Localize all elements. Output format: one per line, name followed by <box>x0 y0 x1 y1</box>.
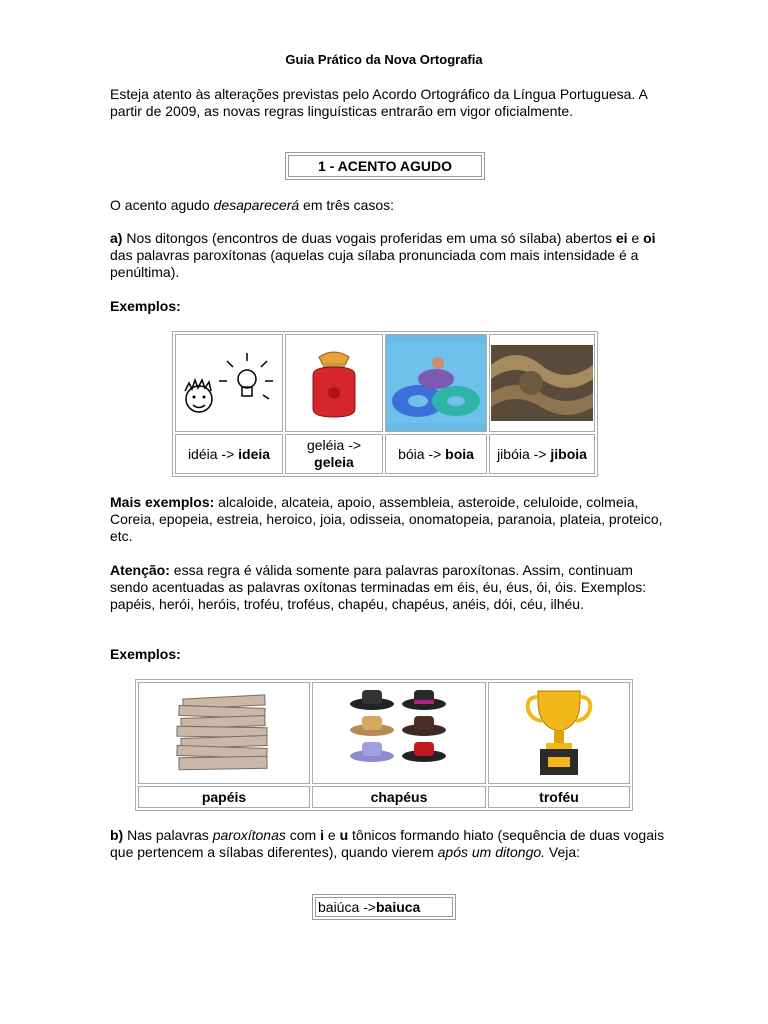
example-old-word: idéia -> <box>187 446 239 462</box>
face-lightbulb-icon <box>176 343 282 423</box>
hats-icon <box>313 686 485 780</box>
more-examples-text: alcaloide, alcateia, apoio, assembleia, asteroide, celuloide, colmeia, Coreia, epopeia, estreia, heroico, joia, odisseia, onomatopeia, paranoia, plateia, proteico, etc. <box>110 494 663 544</box>
example-new-word: boia <box>445 446 474 462</box>
pool-float-icon <box>386 343 486 423</box>
rule-a-text2: das palavras paroxítonas (aquelas cuja sílaba pronunciada com mais intensidade é a penúltima). <box>110 247 639 280</box>
rule-b-example-box <box>312 894 456 920</box>
intro-paragraph: Esteja atento às alterações previstas pelo Acordo Ortográfico da Língua Portuguesa. A partir de 2009, as novas regras linguísticas entrarão em vigor oficialmente. <box>110 86 648 119</box>
rule-a-text1: Nos ditongos (encontros de duas vogais proferidas em uma só sílaba) abertos <box>122 230 616 246</box>
example-image-cell <box>312 682 486 784</box>
example-image-cell <box>385 334 487 432</box>
example-word-cell <box>488 786 630 808</box>
example-image-cell <box>488 682 630 784</box>
attention-text: essa regra é válida somente para palavras paroxítonas. Assim, continuam sendo acentuadas as palavras oxítonas terminadas em éis, éu, éus, ói, óis. Exemplos: papéis, herói, heróis, troféu, troféus, chapéu, chapéus, anéis, dói, céu, ilhéu. <box>110 562 647 612</box>
rule-b-t2: com <box>285 827 321 843</box>
newspaper-stack-icon <box>139 687 309 779</box>
example-new-word: jiboia <box>550 446 587 462</box>
rule-b-em1: paroxítonas <box>212 827 286 843</box>
example-old-word: geléia -> <box>306 437 362 453</box>
example-word-cell <box>489 434 595 474</box>
rule-b-t5: Veja: <box>545 844 581 860</box>
lead-post: em três casos: <box>299 197 395 213</box>
document-title: Guia Prático da Nova Ortografia <box>285 52 483 67</box>
more-examples-paragraph <box>110 494 670 545</box>
rule-b-example-new: baiuca <box>375 899 421 915</box>
examples-label-text-2: Exemplos: <box>110 646 181 662</box>
attention-label: Atenção: <box>110 562 170 578</box>
section-heading-box <box>285 152 485 180</box>
examples-label-2 <box>110 646 670 663</box>
example-new-word: geleia <box>314 454 354 470</box>
rule-a-ei: ei <box>615 230 628 246</box>
rule-a-marker: a) <box>110 230 123 246</box>
lead-em: desaparecerá <box>213 197 300 213</box>
rule-b-t1: Nas palavras <box>123 827 213 843</box>
rule-b-marker: b) <box>110 827 124 843</box>
example-old-word: bóia -> <box>398 446 446 462</box>
rule-b-paragraph <box>110 827 670 861</box>
lead-pre: O acento agudo <box>110 197 214 213</box>
rule-b-u: u <box>339 827 349 843</box>
jam-jar-icon <box>286 343 382 423</box>
rule-b-example-old: baiúca -> <box>318 899 376 915</box>
examples-label-1 <box>110 298 670 315</box>
rule-b-em2: após um ditongo. <box>437 844 546 860</box>
attention-paragraph <box>110 562 670 613</box>
trophy-icon <box>489 685 629 781</box>
section-heading: 1 - ACENTO AGUDO <box>317 158 453 174</box>
snake-icon <box>490 345 594 421</box>
example-word-cell <box>312 786 486 808</box>
lead-paragraph <box>110 197 670 214</box>
example-image-cell <box>138 682 310 784</box>
examples-table-2 <box>135 679 633 811</box>
examples-table-1 <box>172 331 598 477</box>
example-word-cell <box>138 786 310 808</box>
rule-a-oi: oi <box>643 230 656 246</box>
example-word-cell <box>285 434 383 474</box>
rule-b-t3: e <box>324 827 340 843</box>
rule-a-e: e <box>627 230 644 246</box>
more-examples-label: Mais exemplos: <box>110 494 215 510</box>
rule-b-t4: tônicos formando hiato (sequência de duas vogais que pertencem a sílabas diferentes), quando vierem <box>110 827 665 860</box>
example-word: chapéus <box>370 789 428 805</box>
examples-label-text-1: Exemplos: <box>110 298 181 314</box>
example-word-cell <box>385 434 487 474</box>
example-image-cell <box>285 334 383 432</box>
rule-a-paragraph <box>110 230 670 281</box>
example-image-cell <box>489 334 595 432</box>
example-image-cell <box>175 334 283 432</box>
example-old-word: jibóia -> <box>497 446 551 462</box>
example-word-cell <box>175 434 283 474</box>
rule-b-i: i <box>320 827 324 843</box>
example-new-word: ideia <box>238 446 271 462</box>
example-word: troféu <box>539 789 579 805</box>
example-word: papéis <box>201 789 247 805</box>
